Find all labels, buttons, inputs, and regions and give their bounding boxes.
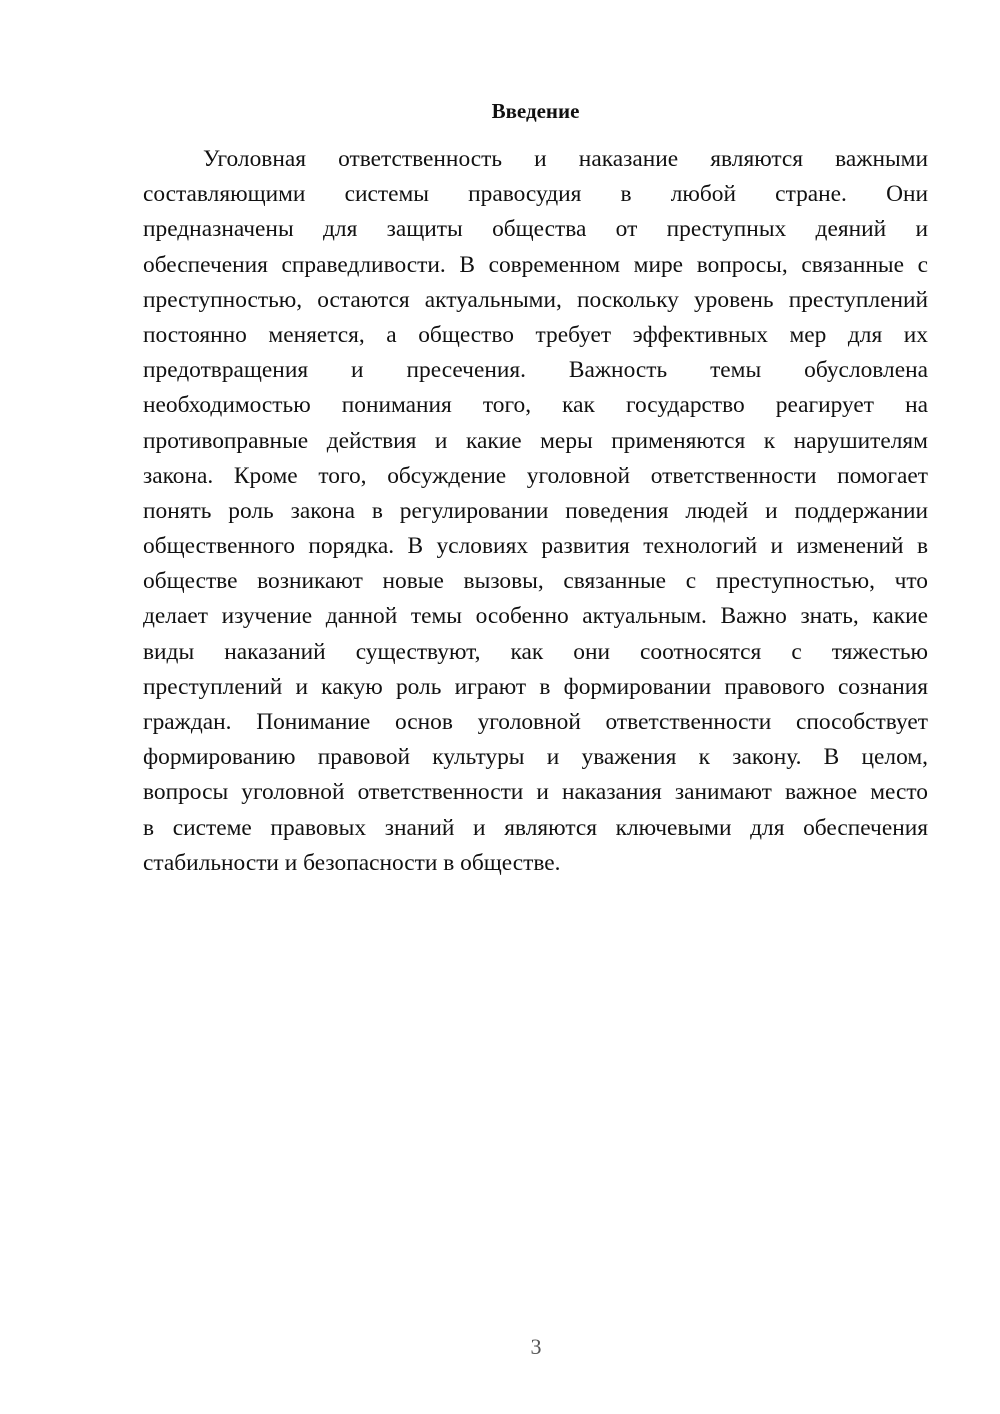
page-number: 3 [530,1334,542,1359]
text-line: стабильности и безопасности в обществе. [143,849,561,876]
text-line: виды наказаний существуют, как они соотносятся с тяжестью [143,638,928,665]
text-line: Уголовная ответственность и наказание являются важными [203,146,928,172]
text-line: предназначены для защиты общества от преступных деяний и [143,216,928,243]
text-line: понять роль закона в регулировании поведения людей и поддержании [143,497,928,524]
text-line: преступлений и какую роль играют в формировании правового сознания [143,673,928,700]
text-line: вопросы уголовной ответственности и наказания занимают важное место [143,779,928,806]
text-line: преступностью, остаются актуальными, поскольку уровень преступлений [143,286,928,313]
body-paragraph [143,142,928,881]
text-line: делает изучение данной темы особенно актуальным. Важно знать, какие [143,603,928,630]
text-line: составляющими системы правосудия в любой стране. Они [143,181,928,208]
text-line: постоянно меняется, а общество требует эффективных мер для их [143,321,928,348]
text-line: противоправные действия и какие меры применяются к нарушителям [143,427,928,454]
text-line: в системе правовых знаний и являются ключевыми для обеспечения [143,814,928,841]
section-title: Введение [491,99,580,123]
text-line: граждан. Понимание основ уголовной ответственности способствует [143,709,928,735]
text-line: общественного порядка. В условиях развития технологий и изменений в [143,533,928,560]
text-line: необходимостью понимания того, как государство реагирует на [143,392,928,419]
text-line: обеспечения справедливости. В современном мире вопросы, связанные с [143,251,928,278]
text-line: закона. Кроме того, обсуждение уголовной ответственности помогает [143,462,928,489]
text-line: формированию правовой культуры и уважения к закону. В целом, [143,744,928,771]
text-line: предотвращения и пресечения. Важность темы обусловлена [143,357,928,384]
text-line: обществе возникают новые вызовы, связанные с преступностью, что [143,568,928,595]
